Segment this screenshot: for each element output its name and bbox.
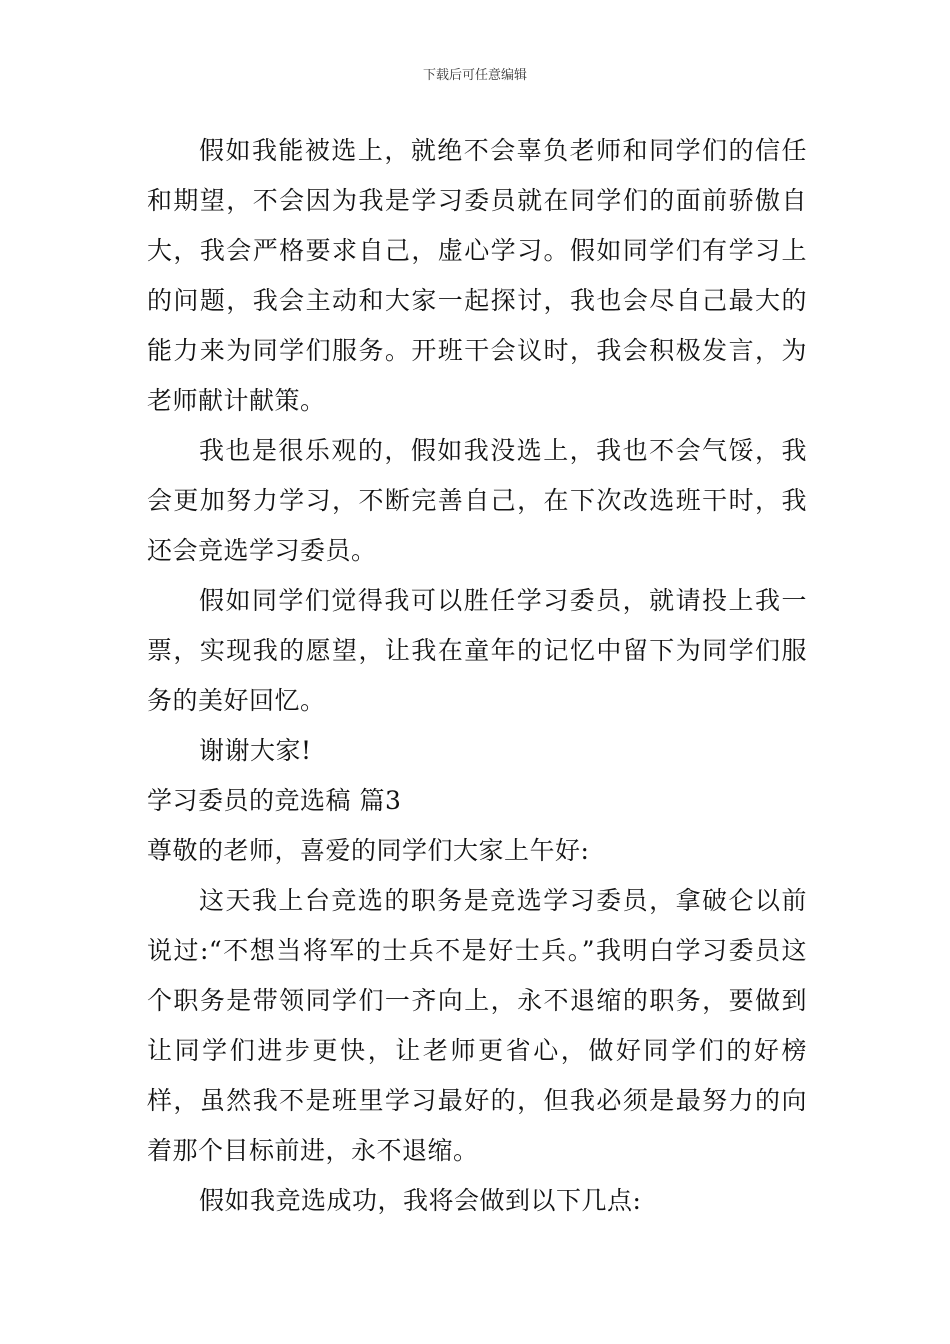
paragraph-optimistic: 我也是很乐观的，假如我没选上，我也不会气馁，我会更加努力学习，不断完善自己，在下次改选班干时，我还会竞选学习委员。 [147, 436, 807, 565]
paragraph-vote-request: 假如同学们觉得我可以胜任学习委员，就请投上我一票，实现我的愿望，让我在童年的记忆中留下为同学们服务的美好回忆。 [147, 586, 807, 715]
paragraph-campaign-position: 这天我上台竞选的职务是竞选学习委员，拿破仑以前说过:“不想当将军的士兵不是好士兵。”我明白学习委员这个职务是带领同学们一齐向上，永不退缩的职务，要做到让同学们进步更快，让老师更省心，做好同学们的好榜样，虽然我不是班里学习最好的，但我必须是最努力的向着那个目标前进，永不退缩。 [147, 886, 807, 1165]
salutation: 尊敬的老师，喜爱的同学们大家上午好: [147, 836, 590, 865]
paragraph-promises-intro: 假如我竞选成功，我将会做到以下几点: [199, 1186, 642, 1215]
page-header: 下载后可任意编辑 [422, 68, 527, 83]
paragraph-thanks: 谢谢大家! [199, 736, 312, 765]
section-heading: 学习委员的竞选稿 篇3 [147, 786, 402, 815]
paragraph-if-elected: 假如我能被选上，就绝不会辜负老师和同学们的信任和期望，不会因为我是学习委员就在同学们的面前骄傲自大，我会严格要求自己，虚心学习。假如同学们有学习上的问题，我会主动和大家一起探讨，我也会尽自己最大的能力来为同学们服务。开班干会议时，我会积极发言，为老师献计献策。 [147, 136, 807, 415]
document-body [147, 126, 807, 1226]
